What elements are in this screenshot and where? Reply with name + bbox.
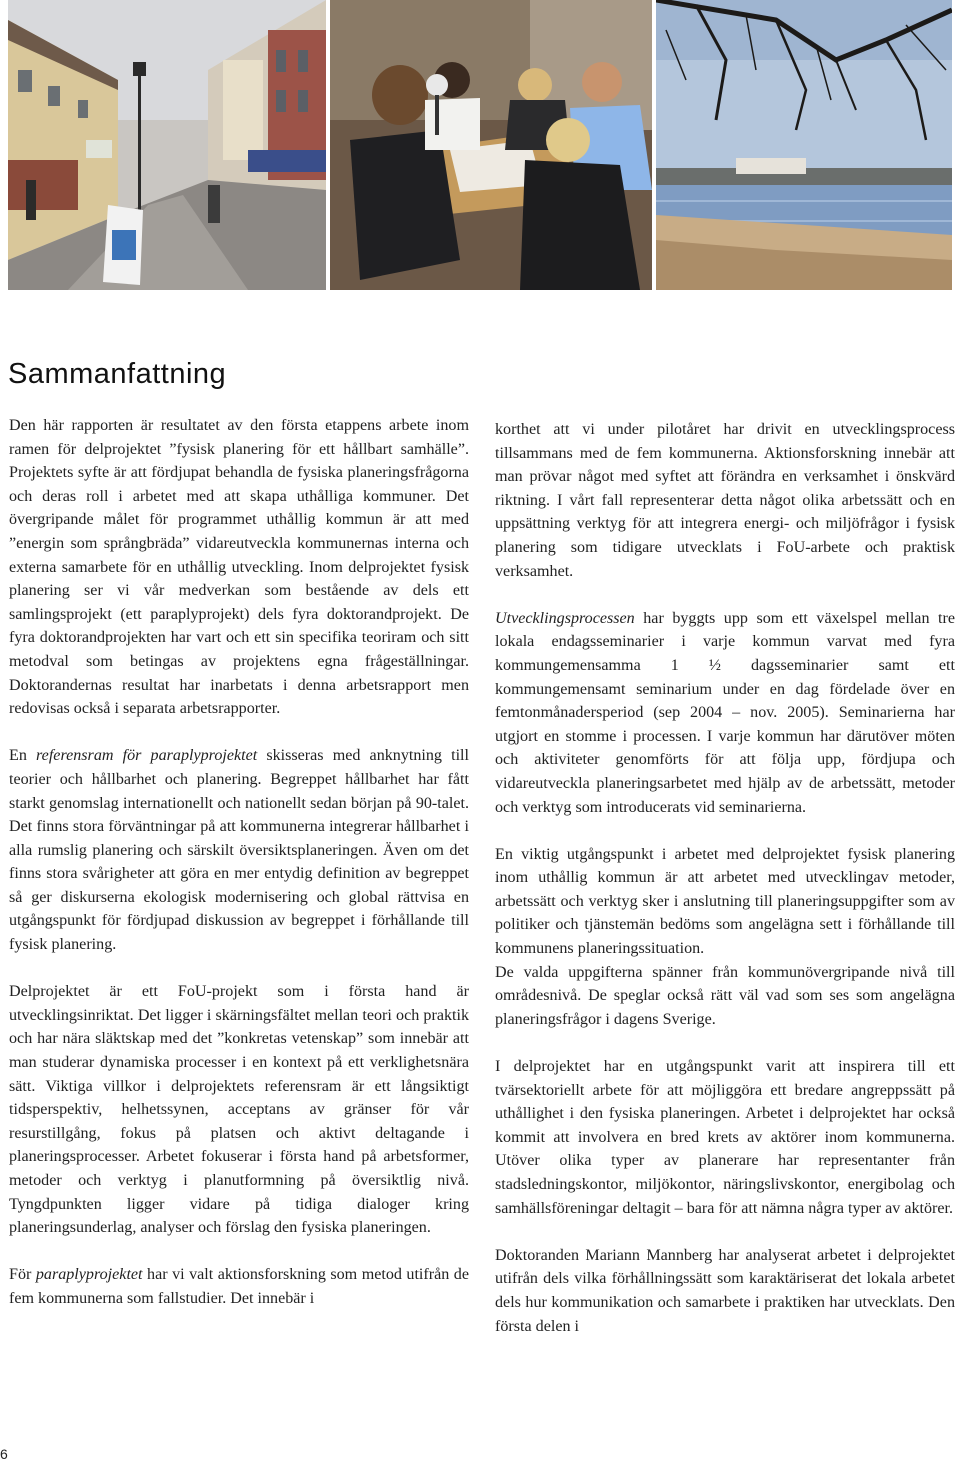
section-heading: Sammanfattning <box>8 358 227 390</box>
street-scene-photo <box>8 0 326 290</box>
right-paragraph-4: De valda uppgifterna spänner från kommunövergripande nivå till områdesnivå. De speglar också rätt väl vad som ses som angelägna planeringsfrågor i dagens Sverige. <box>495 963 955 1028</box>
emphasis-text: Utvecklingsprocessen <box>495 609 635 627</box>
emphasis-text: referensram för paraplyprojektet <box>36 747 258 765</box>
left-paragraph-3: Delprojektet är ett FoU-projekt som i första hand är utvecklingsinriktat. Det ligger i skärningsfältet mellan teori och praktik och har nära släktskap med det ”konkretas vetenskap” som innebär att man studerar dynamiska processer i en kontext på ett verklighetsnära sätt. Viktiga villkor i delprojektets referensram är ett långsiktigt tidsperspektiv, helhetssynen, acceptans av gränser för vår resurstillgång, fokus på platsen och aktivt deltagande i planeringsprocesser. Arbetet fokuserar i första hand på arbetsformer, metoder och verktyg i planutformning på översiktlig nivå. Tyngdpunkten ligger vidare på tidiga dialoger kring planeringsunderlag, analyser och förslag den fysiska planeringen. <box>9 983 469 1237</box>
text-run: skisseras med anknytning till teorier och hållbarhet och planering. Begreppet hållbarhet har fått starkt genomslag internationellt och nationellt sedan början på 90-talet. Det finns stora förväntningar på att kommunerna integrerar hållbarhet i alla rumslig planering och särskilt översiktsplaneringen. Även om det finns stora svårigheter att göra en mer entydig definition av begreppet så ger diskurserna ekologisk modernisering och global rättvisa en utgångspunkt för fördjupad diskussion av begreppet i förhållande till fysisk planering. <box>9 747 469 954</box>
right-paragraph-1: korthet att vi under pilotåret har drivit en utvecklingsprocess tillsammans med de fem kommunerna. Aktionsforskning innebär att man prövar något med syftet att förändra en verksamhet i önskvärd riktning. I vårt fall representerar detta något olika arbetssätt och en uppsättning verktyg för att integrera energi- och miljöfrågor i fysisk planering som tidigare utvecklats i FoU-arbete och praktisk verksamhet. <box>495 421 955 580</box>
text-run: har byggts upp som ett växelspel mellan tre lokala endagsseminarier i varje kommun varvat med fyra kommungemensamma 1 ½ dagsseminarier samt ett kommungemensamt seminarium under en dag fördelade över en femtonmånadersperiod (sep 2004 – nov. 2005). Seminarierna har utgjort en stomme i processen. I varje kommun har därutöver möten och aktiviteter genomförts för att följa upp, fördjupa och vidareutveckla planeringsarbetet med hjälp av de arbetssätt, metoder och verktyg som introducerats vid seminarierna. <box>495 609 955 816</box>
text-run: En <box>9 747 37 765</box>
left-paragraph-1: Den här rapporten är resultatet av den första etappens arbete inom ramen för delprojektet ”fysisk planering för ett hållbart samhälle”. Projektets syfte är att fördjupat behandla de fysiska planeringsfrågorna och deras roll i arbetet med att skapa uthålliga kommuner. Det övergripande målet för programmet uthållig kommun är att med ”energin som språngbräda” vidareutveckla kommunernas interna och externa samarbete för en uthållig utveckling. Inom delprojektet fysisk planering ser vi vår medverkan som bestående av dels ett samlingsprojekt (ett paraplyprojekt) dels fyra doktorandprojekt. De fyra doktorandprojekten har vart och ett sin specifika teoriram och sitt metodval som betingas av projektens egna frågeställningar. Doktorandernas resultat har inarbetats i denna arbetsrapport men redovisas också i separata arbetsrapporter. <box>9 417 469 718</box>
text-run: För <box>9 1266 36 1284</box>
right-paragraph-5: I delprojektet har en utgångspunkt varit att inspirera till ett tvärsektoriellt arbete för att möjliggöra ett bredare angreppssätt på uthållighet i den fysiska planeringen. Arbetet i delprojektet har också kommit att involvera en bred krets av aktörer inom kommunerna. Utöver olika typer av planerare har representanter från stadsledningskontor, miljökontor, näringslivskontor, energibolag och samhällsföreningar deltagit – bara för att nämna några typer av aktörer. <box>495 1058 955 1217</box>
emphasis-text: paraplyprojektet <box>35 1266 143 1284</box>
text-run: har vi valt aktionsforskning som metod utifrån de fem kommunerna som fallstudier. Det innebär i <box>9 1266 469 1307</box>
right-column <box>495 418 955 1338</box>
meeting-photo <box>330 0 652 290</box>
left-paragraph-4 <box>9 1263 469 1310</box>
lake-photo <box>656 0 952 290</box>
left-column <box>9 414 469 1311</box>
right-paragraph-2 <box>495 607 955 819</box>
left-paragraph-2 <box>9 744 469 956</box>
page-number: 6 <box>0 1446 8 1462</box>
right-paragraph-3: En viktig utgångspunkt i arbetet med delprojektet fysisk planering inom uthållig kommun är att arbetet med utvecklingav metoder, arbetssätt och verktyg sker i anslutning till planeringsuppgifter som av politiker och tjänstemän bedöms som angelägna sett i förhållande till kommunens planeringssituation. <box>495 845 955 958</box>
right-paragraph-6: Doktoranden Mariann Mannberg har analyserat arbetet i delprojektet utifrån dels vilka förhållningssätt som karaktäriserat det lokala arbetet dels hur kommunikation och samarbete i praktiken har utvecklats. Den första delen i <box>495 1246 955 1335</box>
